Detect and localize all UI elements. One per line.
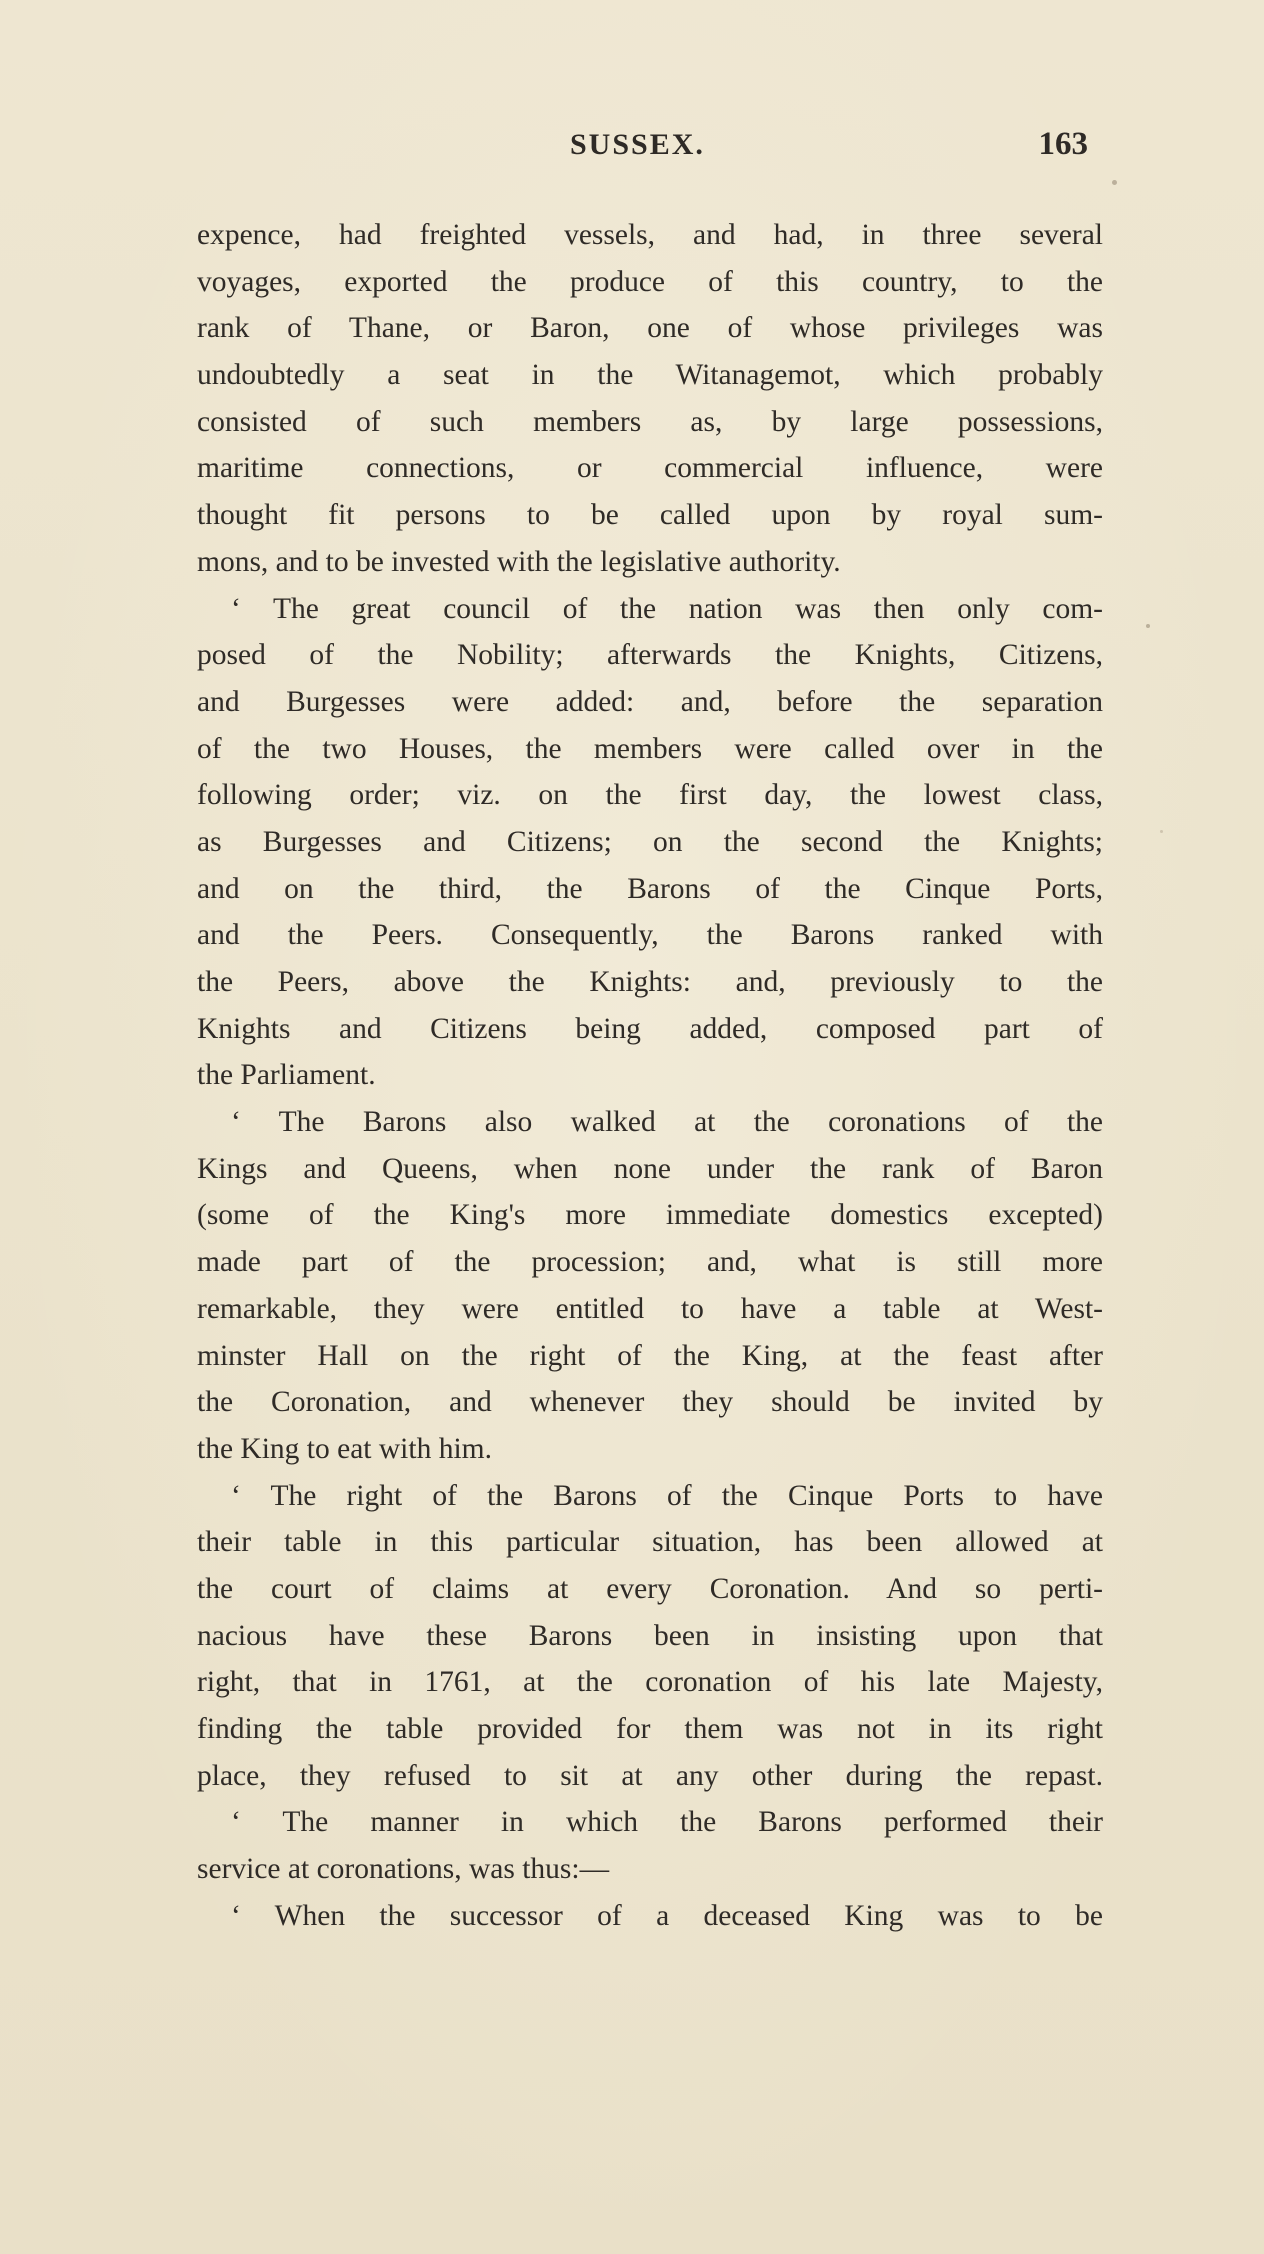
running-head bbox=[200, 128, 1100, 168]
paragraph-start-line: ‘ The right of the Barons of the Cinque Ports to have bbox=[231, 1479, 1103, 1512]
text-line: the Parliament. bbox=[197, 1059, 376, 1092]
text-line: remarkable, they were entitled to have a table at West- bbox=[197, 1292, 1103, 1325]
page-number: 163 bbox=[1038, 126, 1088, 162]
text-line: finding the table provided for them was not in its right bbox=[197, 1713, 1103, 1745]
running-title: SUSSEX. bbox=[570, 128, 705, 161]
text-line: nacious have these Barons been in insisting upon that bbox=[197, 1619, 1103, 1652]
text-line: of the two Houses, the members were called over in the bbox=[197, 732, 1103, 765]
text-line: as Burgesses and Citizens; on the second the Knights; bbox=[197, 825, 1103, 858]
text-line: voyages, exported the produce of this country, to the bbox=[197, 265, 1103, 298]
text-line: following order; viz. on the first day, the lowest class, bbox=[197, 779, 1103, 812]
text-line: mons, and to be invested with the legislative authority. bbox=[197, 545, 841, 578]
text-line: minster Hall on the right of the King, at the feast after bbox=[197, 1339, 1103, 1372]
text-line: right, that in 1761, at the coronation of his late Majesty, bbox=[197, 1666, 1103, 1699]
text-line: and the Peers. Consequently, the Barons ranked with bbox=[197, 919, 1103, 952]
text-line: made part of the procession; and, what is still more bbox=[197, 1246, 1103, 1279]
text-line: undoubtedly a seat in the Witanagemot, which probably bbox=[197, 359, 1103, 392]
paragraph-start-line: ‘ The manner in which the Barons performed their bbox=[231, 1806, 1103, 1839]
text-line: and Burgesses were added: and, before the separation bbox=[197, 685, 1103, 718]
text-line: expence, had freighted vessels, and had, in three several bbox=[197, 219, 1103, 251]
foxing-spot bbox=[1146, 624, 1150, 628]
text-line: the court of claims at every Coronation. And so perti- bbox=[197, 1572, 1103, 1605]
text-line: rank of Thane, or Baron, one of whose privileges was bbox=[197, 312, 1103, 345]
paragraph-start-line: ‘ When the successor of a deceased King was to be bbox=[231, 1899, 1103, 1932]
text-line: Knights and Citizens being added, composed part of bbox=[197, 1012, 1103, 1045]
text-line: the Peers, above the Knights: and, previously to the bbox=[197, 966, 1103, 998]
text-line: posed of the Nobility; afterwards the Knights, Citizens, bbox=[197, 639, 1103, 672]
foxing-spot bbox=[1160, 830, 1163, 833]
paragraph-start-line: ‘ The Barons also walked at the coronations of the bbox=[231, 1106, 1103, 1139]
foxing-spot bbox=[1112, 180, 1117, 185]
paragraph-start-line: ‘ The great council of the nation was then only com- bbox=[231, 592, 1103, 625]
text-line: thought fit persons to be called upon by royal sum- bbox=[197, 499, 1103, 532]
text-line: and on the third, the Barons of the Cinque Ports, bbox=[197, 872, 1103, 905]
text-line: the Coronation, and whenever they should be invited by bbox=[197, 1386, 1103, 1419]
text-line: Kings and Queens, when none under the rank of Baron bbox=[197, 1152, 1103, 1185]
text-line: (some of the King's more immediate domestics excepted) bbox=[197, 1199, 1103, 1232]
text-line: the King to eat with him. bbox=[197, 1432, 492, 1465]
text-line: consisted of such members as, by large possessions, bbox=[197, 405, 1103, 438]
body-text bbox=[197, 212, 1103, 1939]
text-line: place, they refused to sit at any other during the repast. bbox=[197, 1759, 1103, 1792]
text-line: their table in this particular situation, has been allowed at bbox=[197, 1526, 1103, 1559]
text-line: maritime connections, or commercial influence, were bbox=[197, 452, 1103, 485]
text-line: service at coronations, was thus:— bbox=[197, 1853, 610, 1886]
